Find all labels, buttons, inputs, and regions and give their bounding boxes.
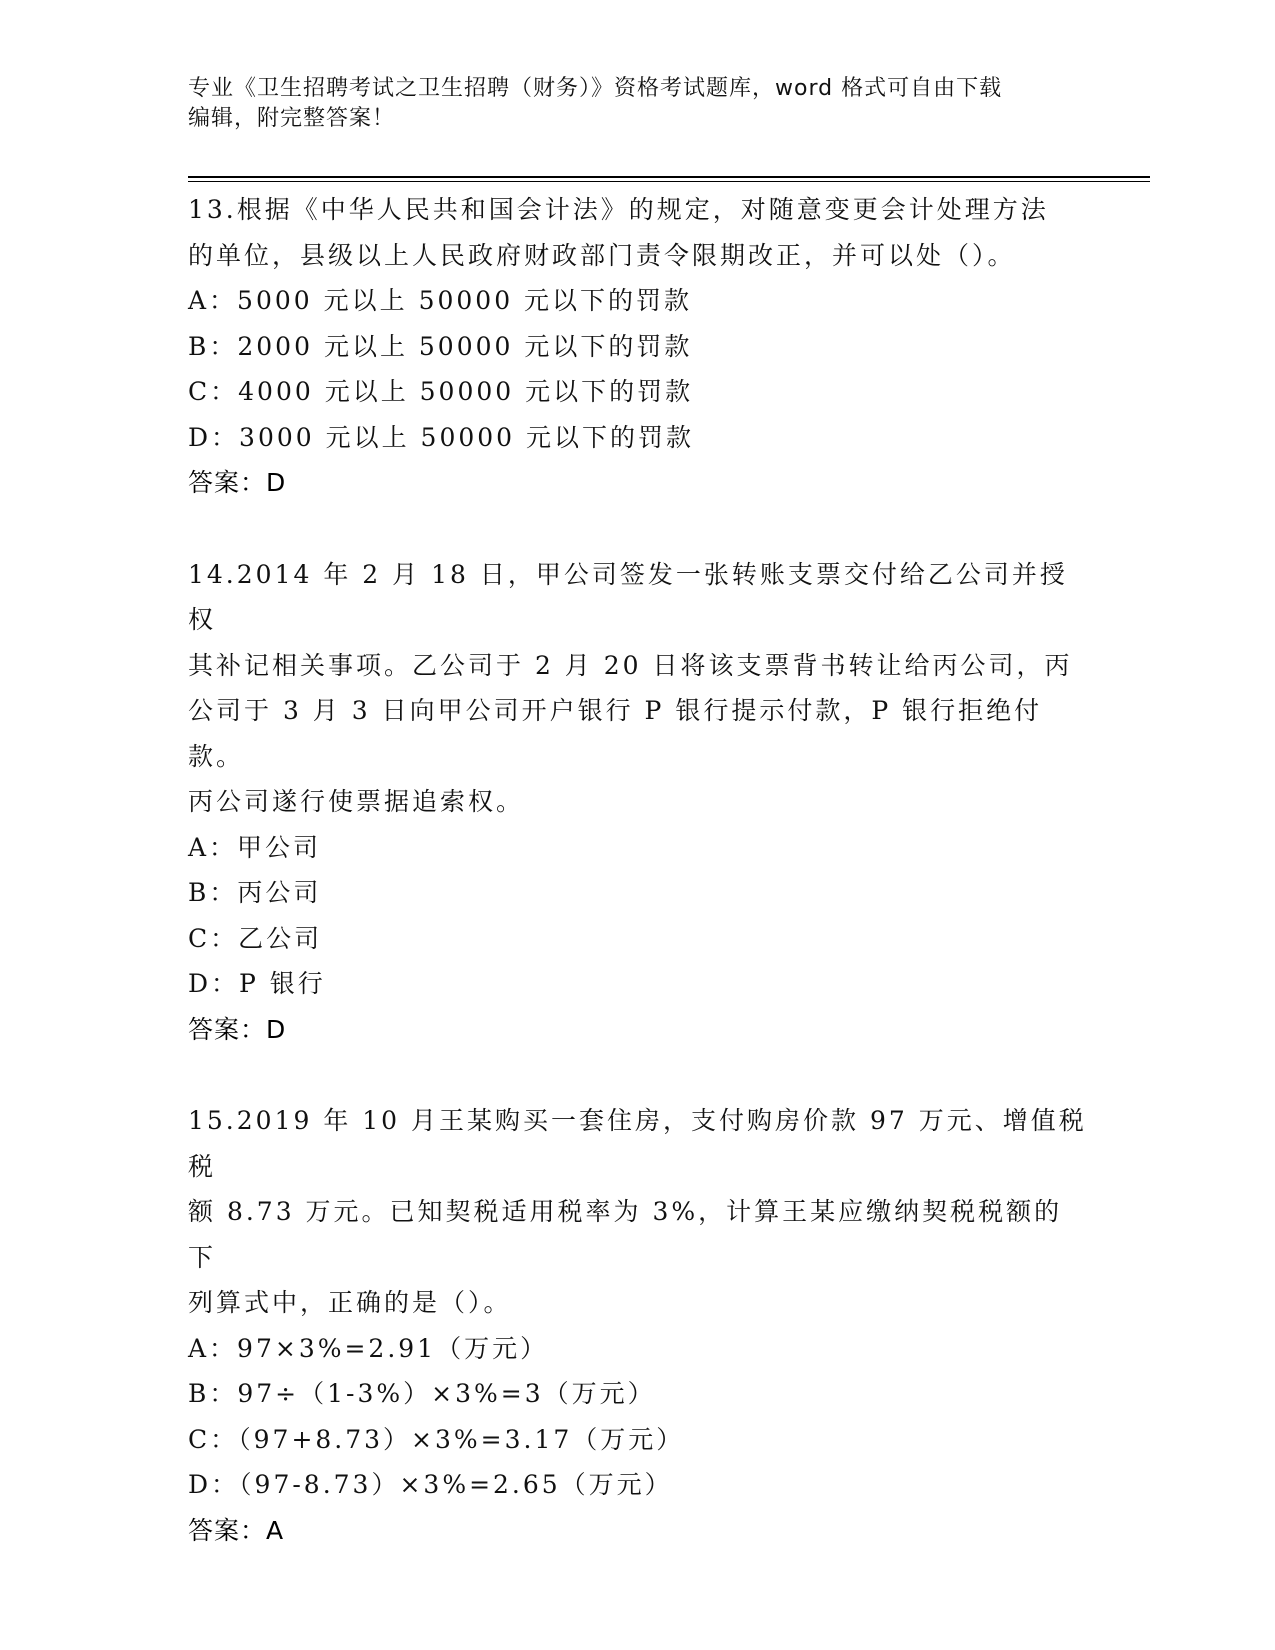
stem-line: 其补记相关事项。乙公司于 2 月 20 日将该支票背书转让给丙公司，丙 [188,650,1073,680]
question-stem [188,552,1088,825]
answer-label: 答案：A [188,1515,285,1545]
stem-line: 列算式中，正确的是（）。 [188,1288,512,1317]
option-b: B：丙公司 [188,878,322,907]
option-a: A：97×3%=2.91（万元） [188,1333,549,1363]
option-d: D：3000 元以上 50000 元以下的罚款 [188,422,695,452]
question-15 [188,1098,1088,1553]
stem-line: 丙公司遂行使票据追索权。 [188,787,525,816]
answer-label: 答案：D [188,468,287,497]
stem-line: 额 8.73 万元。已知契税适用税率为 3%，计算王某应缴纳契税税额的下 [188,1197,1063,1272]
option-c: C：（97+8.73）×3%=3.17（万元） [188,1424,685,1454]
answer-label: 答案：D [188,1014,287,1044]
question-stem [188,1098,1088,1326]
header-divider-thick [188,176,1150,178]
question-list [188,187,1088,1599]
option-d: D：P 银行 [188,969,326,998]
header-line: 专业《卫生招聘考试之卫生招聘（财务）》资格考试题库，word 格式可自由下载 [188,76,1003,101]
header-divider-thin [188,181,1150,182]
question-14 [188,552,1088,1053]
stem-line: 13.根据《中华人民共和国会计法》的规定，对随意变更会计处理方法 [188,195,1049,224]
question-stem [188,187,1088,278]
question-13 [188,187,1088,506]
stem-line: 的单位，县级以上人民政府财政部门责令限期改正，并可以处（）。 [188,240,1016,270]
option-c: C：乙公司 [188,923,323,953]
option-d: D：（97-8.73）×3%=2.65（万元） [188,1470,673,1499]
option-c: C：4000 元以上 50000 元以下的罚款 [188,377,694,406]
document-header [188,74,1068,134]
option-b: B：2000 元以上 50000 元以下的罚款 [188,331,693,361]
stem-line: 公司于 3 月 3 日向甲公司开户银行 P 银行提示付款，P 银行拒绝付款。 [188,696,1043,771]
option-a: A：甲公司 [188,832,322,862]
stem-line: 15.2019 年 10 月王某购买一套住房，支付购房价款 97 万元、增值税税 [188,1106,1087,1181]
option-b: B：97÷（1-3%）×3%=3（万元） [188,1379,656,1408]
option-a: A：5000 元以上 50000 元以下的罚款 [188,286,693,315]
header-line: 编辑，附完整答案！ [188,106,396,131]
stem-line: 14.2014 年 2 月 18 日，甲公司签发一张转账支票交付给乙公司并授权 [188,559,1068,634]
